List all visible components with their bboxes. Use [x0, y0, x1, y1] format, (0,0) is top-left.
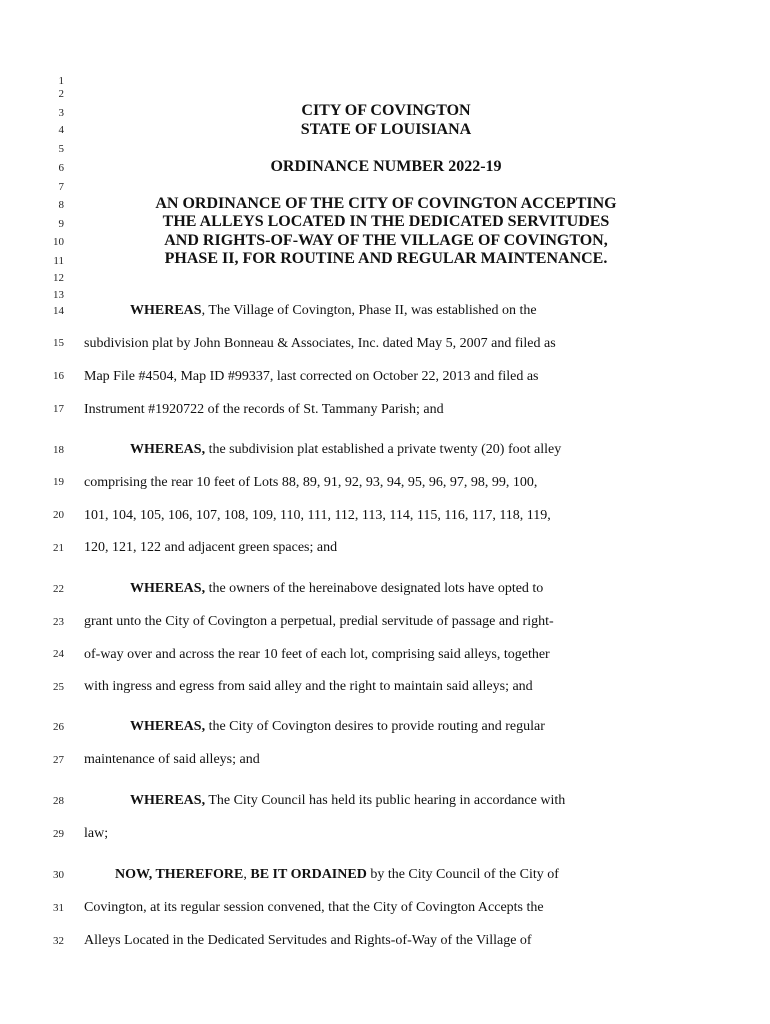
- ordinance-number: ORDINANCE NUMBER 2022-19: [270, 158, 502, 175]
- line-number: 12: [53, 272, 64, 284]
- line-number: 6: [58, 162, 64, 174]
- body-line: 101, 104, 105, 106, 107, 108, 109, 110, 111, 112, 113, 114, 115, 116, 117, 118, 119,: [84, 508, 551, 523]
- ordinance-title-line: AND RIGHTS-OF-WAY OF THE VILLAGE OF COVINGTON,: [164, 232, 608, 249]
- line-number: 17: [53, 403, 64, 415]
- body-text: the owners of the hereinabove designated lots have opted to: [205, 581, 544, 596]
- state-heading: STATE OF LOUISIANA: [300, 121, 472, 138]
- line-number: 20: [53, 509, 64, 521]
- body-line: with ingress and egress from said alley and the right to maintain said alleys; and: [84, 679, 533, 694]
- body-text: the subdivision plat established a private twenty (20) foot alley: [205, 442, 562, 457]
- line-number: 16: [53, 370, 64, 382]
- body-line: of-way over and across the rear 10 feet of each lot, comprising said alleys, together: [84, 647, 550, 662]
- line-number: 5: [58, 143, 64, 155]
- line-number: 14: [53, 305, 64, 317]
- body-line: 120, 121, 122 and adjacent green spaces; and: [84, 540, 338, 555]
- line-number: 3: [58, 107, 64, 119]
- whereas-line: [84, 719, 740, 735]
- line-number: 18: [53, 444, 64, 456]
- line-number: 1: [58, 75, 64, 87]
- body-line: Covington, at its regular session convened, that the City of Covington Accepts the: [84, 900, 544, 915]
- whereas-line: [84, 303, 740, 319]
- line-number: 31: [53, 902, 64, 914]
- body-line: Instrument #1920722 of the records of St. Tammany Parish; and: [84, 402, 444, 417]
- line-number: 15: [53, 337, 64, 349]
- whereas-lead: WHEREAS: [130, 303, 202, 318]
- whereas-line: [84, 581, 740, 597]
- body-line: law;: [84, 826, 109, 841]
- line-number: 11: [53, 255, 64, 267]
- line-number: 29: [53, 828, 64, 840]
- city-heading: CITY OF COVINGTON: [301, 102, 471, 119]
- line-number: 22: [53, 583, 64, 595]
- body-line: Map File #4504, Map ID #99337, last corrected on October 22, 2013 and filed as: [84, 369, 539, 384]
- body-line: comprising the rear 10 feet of Lots 88, 89, 91, 92, 93, 94, 95, 96, 97, 98, 99, 100,: [84, 475, 538, 490]
- body-line: grant unto the City of Covington a perpetual, predial servitude of passage and right-: [84, 614, 554, 629]
- line-number: 10: [53, 236, 64, 248]
- ordained-line: [84, 867, 725, 883]
- body-text: The City Council has held its public hearing in accordance with: [205, 793, 566, 808]
- whereas-lead: WHEREAS,: [130, 719, 206, 734]
- whereas-lead: WHEREAS,: [130, 442, 206, 457]
- line-number: 4: [58, 124, 64, 136]
- ordinance-title-line: AN ORDINANCE OF THE CITY OF COVINGTON ACCEPTING: [155, 195, 617, 212]
- whereas-lead: WHEREAS,: [130, 581, 206, 596]
- body-line: subdivision plat by John Bonneau & Associates, Inc. dated May 5, 2007 and filed as: [84, 336, 556, 351]
- line-number: 7: [58, 181, 64, 193]
- body-text: by the City Council of the City of: [366, 867, 559, 882]
- line-number: 8: [58, 199, 64, 211]
- be-it-ordained-lead: BE IT ORDAINED: [250, 867, 367, 882]
- ordinance-title-line: THE ALLEYS LOCATED IN THE DEDICATED SERVITUDES: [162, 213, 610, 230]
- now-therefore-lead: NOW, THEREFORE: [115, 867, 244, 882]
- line-number: 26: [53, 721, 64, 733]
- whereas-line: [84, 442, 740, 458]
- line-number: 24: [53, 648, 64, 660]
- ordinance-title-line: PHASE II, FOR ROUTINE AND REGULAR MAINTENANCE.: [164, 250, 608, 267]
- line-number: 19: [53, 476, 64, 488]
- line-number: 25: [53, 681, 64, 693]
- line-number: 27: [53, 754, 64, 766]
- line-number: 28: [53, 795, 64, 807]
- whereas-lead: WHEREAS,: [130, 793, 206, 808]
- lead-separator: ,: [243, 867, 251, 882]
- body-text: the City of Covington desires to provide routing and regular: [205, 719, 545, 734]
- line-number: 23: [53, 616, 64, 628]
- line-number: 30: [53, 869, 64, 881]
- body-line: Alleys Located in the Dedicated Servitudes and Rights-of-Way of the Village of: [84, 933, 532, 948]
- body-line: maintenance of said alleys; and: [84, 752, 260, 767]
- line-number: 32: [53, 935, 64, 947]
- line-number: 13: [53, 289, 64, 301]
- line-number: 9: [58, 218, 64, 230]
- line-number: 21: [53, 542, 64, 554]
- line-number: 2: [58, 88, 64, 100]
- body-text: , The Village of Covington, Phase II, was established on the: [201, 303, 537, 318]
- whereas-line: [84, 793, 740, 809]
